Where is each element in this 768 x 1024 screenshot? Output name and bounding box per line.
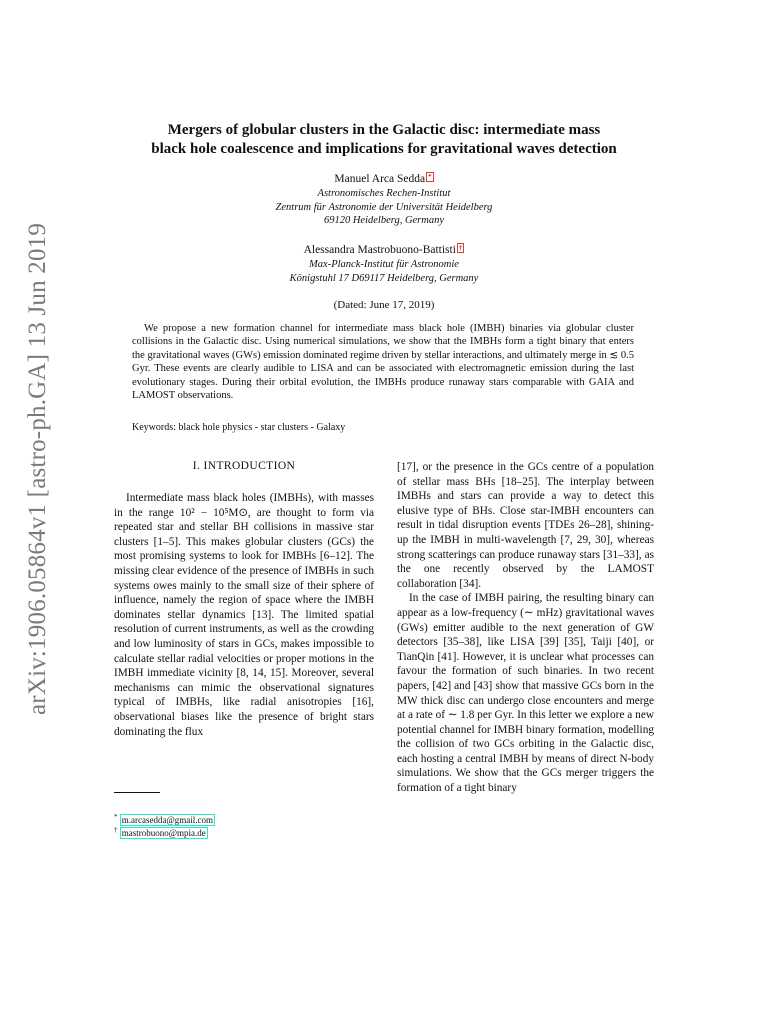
keywords: Keywords: black hole physics - star clusters - Galaxy [132,422,346,433]
affiliation-line: Königstuhl 17 D69117 Heidelberg, Germany [289,272,479,284]
author-name: Alessandra Mastrobuono-Battisti † [303,244,463,256]
footnote-link[interactable]: * [428,173,432,181]
title-line-2: black hole coalescence and implications for gravitational waves detection [151,141,617,157]
affiliation-line: Max-Planck-Institut für Astronomie [309,259,459,270]
arxiv-stamp [24,222,64,715]
footnote: † mastrobuono@mpia.de [114,826,206,838]
paragraph: In the case of IMBH pairing, the resulting binary can appear as a low-frequency (∼ mHz) gravitational waves (GWs) emitter audible to the next generation of GW detectors [35–38], like LISA [39] [35], Taiji [40], or TianQin [41]. However, it is unclear what processes can favour the formation of such binaries. In two recent papers, [42] and [43] show that massive GCs born in the MW thick disc can undergo close encounters and merge at a rate of ∼ 1.8 per Gyr. In this letter we explore a new potential channel for IMBH binary formation, modelling the collision of two GCs orbiting in the Galactic disc, each hosting a central IMBH by means of direct N-body simulations. We show that the GCs merger triggers the formation of a tight binary [397,592,654,795]
footnote-divider [114,792,160,793]
email-link[interactable]: m.arcasedda@gmail.com [121,815,214,825]
author-block-2 [100,243,668,285]
affiliation-line: 69120 Heidelberg, Germany [323,215,445,226]
abstract: We propose a new formation channel for intermediate mass black hole (IMBH) binaries via globular cluster collisions in the Galactic disc. Using numerical simulations, we show that the IMBHs form a tight binary that enters the gravitational waves (GWs) emission dominated regime driven by stellar interactions, and ultimately merge in ≲ 0.5 Gyr. These events are clearly audible to LISA and can be associated with electromagnetic emission during the last evolutionary stages. During their orbital evolution, the IMBHs produce runaway stars comparable with GAIA and LAMOST observations. [132,323,634,402]
affiliation-line: Zentrum für Astronomie der Universität Heidelberg [275,201,493,213]
footnote: * m.arcasedda@gmail.com [114,813,214,825]
date-line: (Dated: June 17, 2019) [333,299,435,311]
paper-title [100,121,668,159]
paragraph: [17], or the presence in the GCs centre of a population of stellar mass BHs [18–25]. The interplay between IMBHs and stars can provide a way to detect this elusive type of BHs. Close star-IMBH encounters can result in tidal disruption events [TDEs 26–28], shining-up the IMBH in multi-wavelength [7, 29, 30], whereas strong scatterings can produce runaway stars [31–33], as the one recently observed by the LAMOST collaboration [34]. [397,461,654,590]
right-column [397,460,654,796]
section-heading: I. INTRODUCTION [192,460,296,472]
arxiv-identifier: arXiv:1906.05864v1 [astro-ph.GA] 13 Jun 2019 [24,222,51,715]
left-column-text: Intermediate mass black holes (IMBHs), with masses in the range 10² − 10⁵M⊙, are thought to form via repeated star and stellar BH collisions in massive star clusters [1–5]. This makes globular clusters (GCs) the most promising systems to look for IMBHs [6–12]. The missing clear evidence of the presence of IMBHs in such systems owes mainly to the small size of their sphere of influence, namely the region of space where the IMBH dominates stellar dynamics [13]. The limited spatial resolution of current instruments, as well as the crowding and low luminosity of stars in GCs, makes impossible to calculate stellar radial velocities or proper motions in the IMBH immediate vicinity [8, 14, 15]. Moreover, several mechanisms can mimic the observational signatures typical of IMBHs, like radial anisotropies [16], observational biases like the presence of bright stars dominating the flux [114,492,374,738]
author-block-1 [100,172,668,228]
footnote-link[interactable]: † [458,244,463,252]
email-link[interactable]: mastrobuono@mpia.de [121,828,206,838]
author-name: Manuel Arca Sedda * [334,173,432,185]
title-line-1: Mergers of globular clusters in the Galactic disc: intermediate mass [167,122,601,138]
footnotes [114,814,215,840]
affiliation-line: Astronomisches Rechen-Institut [317,188,451,199]
